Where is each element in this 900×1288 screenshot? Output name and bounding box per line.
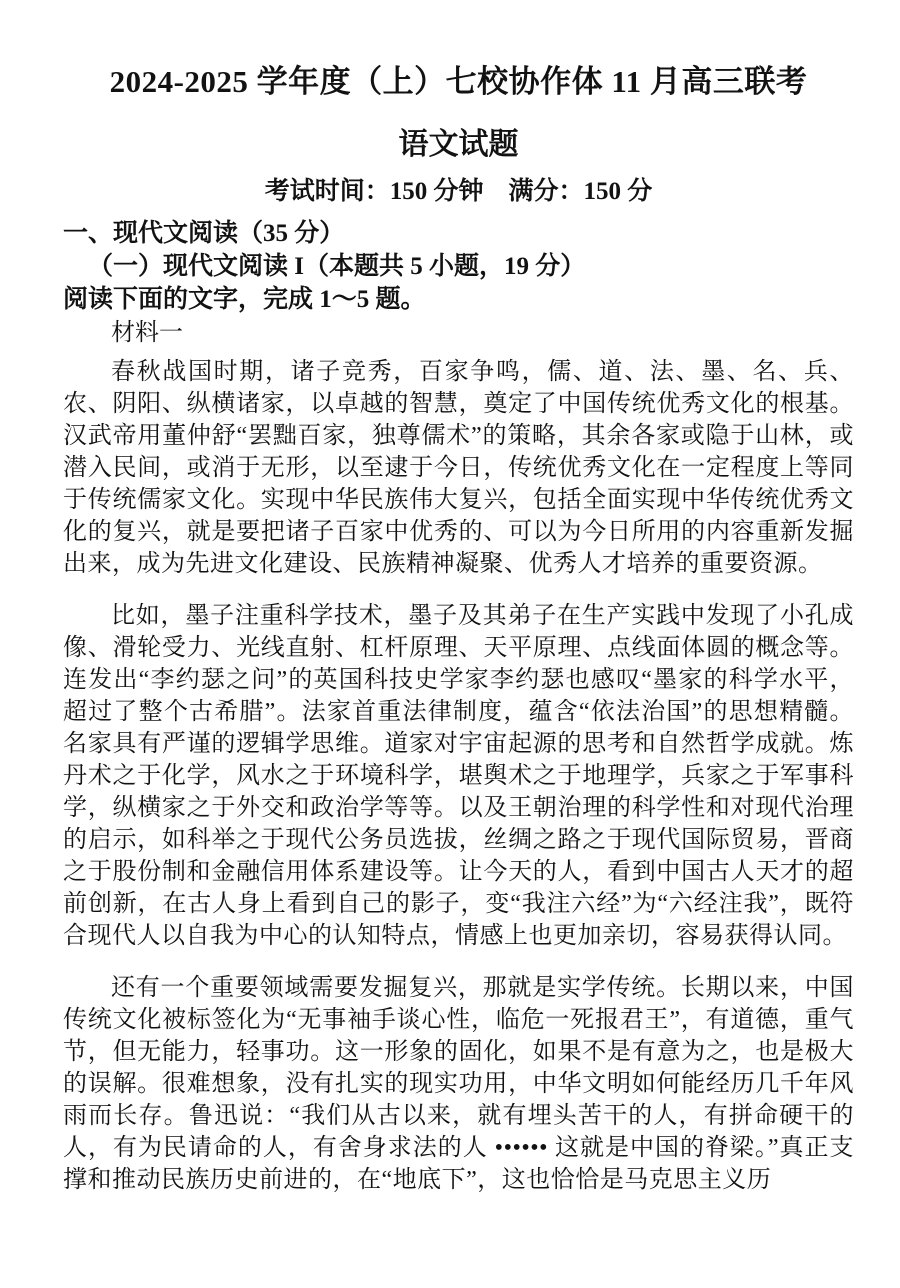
material-paragraph-2: 比如，墨子注重科学技术，墨子及其弟子在生产实践中发现了小孔成像、滑轮受力、光线直射、杠杆原理、天平原理、点线面体圆的概念等。连发出“李约瑟之问”的英国科技史学家李约瑟也感叹“墨家的科学水平，超过了整个古希腊”。法家首重法律制度，蕴含“依法治国”的思想精髓。名家具有严谨的逻辑学思维。道家对宇宙起源的思考和自然哲学成就。炼丹术之于化学，风水之于环境科学，堪舆术之于地理学，兵家之于军事科学，纵横家之于外交和政治学等等。以及王朝治理的科学性和对现代治理的启示，如科举之于现代公务员选拔，丝绸之路之于现代国际贸易，晋商之于股份制和金融信用体系建设等。让今天的人，看到中国古人天才的超前创新，在古人身上看到自己的影子，变“我注六经”为“六经注我”，既符合现代人以自我为中心的认知特点，情感上也更加亲切，容易获得认同。 bbox=[63, 603, 854, 949]
exam-subject-title: 语文试题 bbox=[398, 128, 519, 161]
material-paragraph-1: 春秋战国时期，诸子竞秀，百家争鸣，儒、道、法、墨、名、兵、农、阴阳、纵横诸家，以卓越的智慧，奠定了中国传统优秀文化的根基。汉武帝用董仲舒“罢黜百家，独尊儒术”的策略，其余各家或隐于山林，或潜入民间，或消于无形，以至逮于今日，传统优秀文化在一定程度上等同于传统儒家文化。实现中华民族伟大复兴，包括全面实现中华传统优秀文化的复兴，就是要把诸子百家中优秀的、可以为今日所用的内容重新发掘出来，成为先进文化建设、民族精神凝聚、优秀人才培养的重要资源。 bbox=[63, 359, 854, 577]
material-one-label: 材料一 bbox=[111, 320, 183, 346]
exam-time-and-score-info: 考试时间：150 分钟 满分：150 分 bbox=[264, 178, 653, 205]
section-heading-modern-reading: 一、现代文阅读（35 分） bbox=[63, 220, 345, 247]
reading-instruction: 阅读下面的文字，完成 1～5 题。 bbox=[63, 286, 426, 313]
exam-title: 2024-2025 学年度（上）七校协作体 11 月高三联考 bbox=[109, 64, 808, 99]
material-paragraph-3: 还有一个重要领域需要发掘复兴，那就是实学传统。长期以来，中国传统文化被标签化为“无事袖手谈心性，临危一死报君王”，有道德，重气节，但无能力，轻事功。这一形象的固化，如果不是有意为之，也是极大的误解。很难想象，没有扎实的现实功用，中华文明如何能经历几千年风雨而长存。鲁迅说：“我们从古以来，就有埋头苦干的人，有拼命硬干的人，有为民请命的人，有舍身求法的人 •••••• 这就是中国的脊梁。”真正支撑和推动民族历史前进的，在“地底下”，这也恰恰是马克思主义历 bbox=[63, 975, 854, 1193]
subsection-heading-reading-1: （一）现代文阅读 I（本题共 5 小题，19 分） bbox=[88, 253, 586, 280]
